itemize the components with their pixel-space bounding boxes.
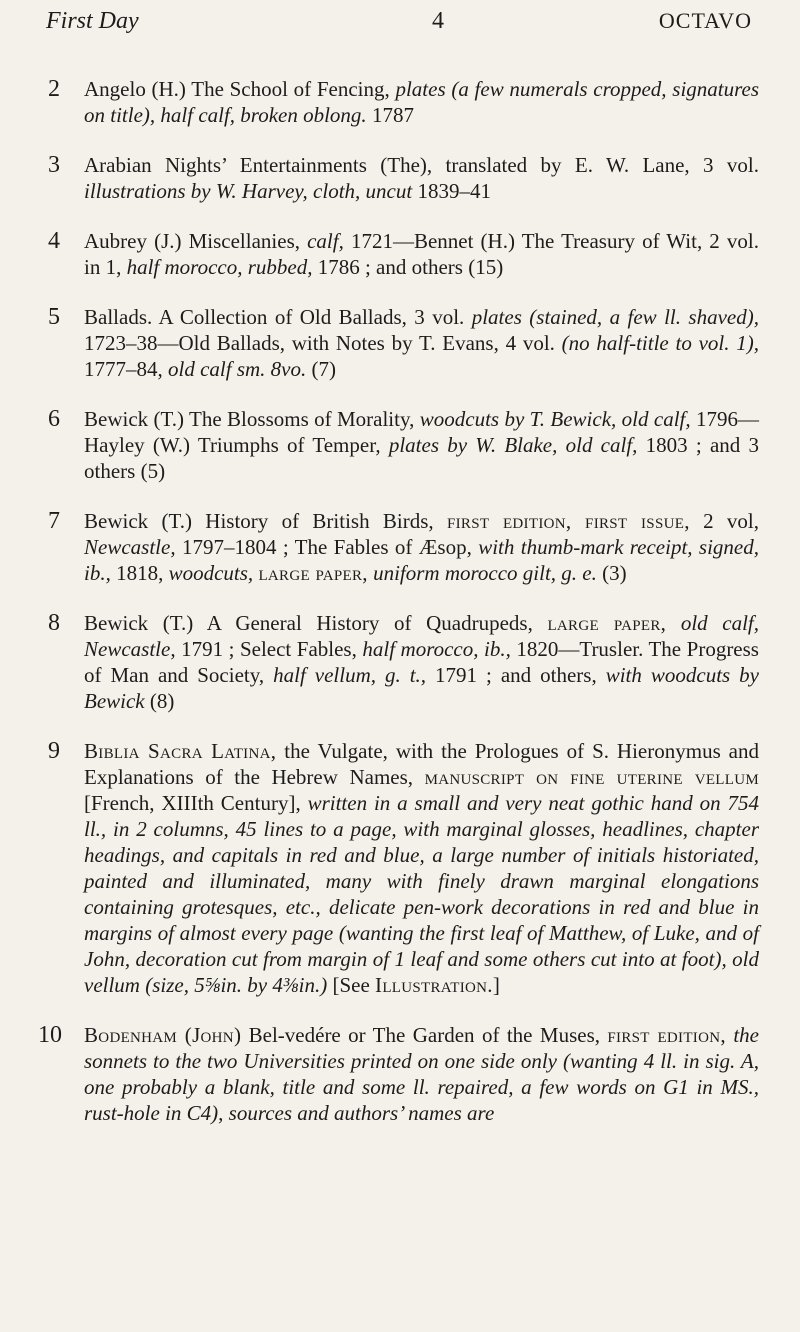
- lot-text-segment: half vellum, g. t.,: [273, 663, 427, 687]
- lot-entry: [0, 304, 800, 382]
- lot-entry: [0, 406, 800, 484]
- lot-text-segment: plates by W. Blake, old calf,: [388, 433, 638, 457]
- lot-text-segment: with woodcuts by Bewick: [84, 663, 759, 713]
- lot-number: 5: [48, 304, 60, 330]
- lot-text-segment: Bewick (T.) A General History of Quadrupeds,: [84, 611, 548, 635]
- header-page-number: 4: [432, 8, 444, 34]
- lot-text-segment: [666, 611, 681, 635]
- lot-text-segment: uniform morocco gilt, g. e.: [373, 561, 597, 585]
- lot-description: [84, 610, 759, 714]
- lot-text-segment: calf,: [307, 229, 344, 253]
- lot-text-segment: 1777–84,: [84, 357, 168, 381]
- lot-text-segment: (3): [596, 561, 627, 585]
- lot-text-segment: Bodenham (John): [84, 1023, 242, 1047]
- lot-text-segment: 1791 ; and others,: [426, 663, 606, 687]
- lot-text-segment: first edition, first issue,: [447, 509, 690, 533]
- lot-text-segment: 1786 ; and others (15): [312, 255, 504, 279]
- lot-number: 10: [38, 1022, 62, 1048]
- lot-description: [84, 76, 759, 128]
- lot-text-segment: old calf, Newcastle,: [84, 611, 759, 661]
- lot-number: 4: [48, 228, 60, 254]
- lot-text-segment: 1803 ; and 3 others (5): [84, 433, 760, 483]
- lot-entry: [0, 1022, 800, 1126]
- lot-text-segment: [See: [327, 973, 376, 997]
- lot-text-segment: 1839–41: [412, 179, 491, 203]
- lot-entry: [0, 610, 800, 714]
- lot-text-segment: Illustration.: [375, 973, 493, 997]
- lot-text-segment: Bel-vedére or The Garden of the Muses,: [241, 1023, 608, 1047]
- lot-text-segment: Bewick (T.) History of British Birds,: [84, 509, 447, 533]
- lot-text-segment: the Vulgate, with the Prologues of S. Hieronymus and Explanations of the Hebrew Names,: [84, 739, 760, 789]
- lot-text-segment: illustrations by W. Harvey, cloth, uncut: [84, 179, 413, 203]
- lot-entry: [0, 508, 800, 586]
- lot-description: [84, 1022, 759, 1126]
- lot-text-segment: woodcuts,: [168, 561, 254, 585]
- lot-text-segment: 1723–38—Old Ballads, with Notes by T. Evans, 4 vol.: [84, 331, 562, 355]
- lot-text-segment: large paper,: [547, 611, 667, 635]
- lot-text-segment: half morocco, ib.,: [362, 637, 511, 661]
- lot-text-segment: half morocco, rubbed,: [126, 255, 313, 279]
- lot-text-segment: [French, XIIIth Century],: [84, 791, 308, 815]
- lot-text-segment: (8): [144, 689, 175, 713]
- lot-text-segment: plates (a few numerals cropped, signatures on title), half calf, broken oblong.: [84, 77, 759, 127]
- lot-text-segment: Aubrey (J.) Miscellanies,: [84, 229, 308, 253]
- lot-number: 8: [48, 610, 60, 636]
- lot-description: [84, 406, 759, 484]
- lot-text-segment: Bewick (T.) The Blossoms of Morality,: [84, 407, 420, 431]
- lot-number: 6: [48, 406, 60, 432]
- lot-text-segment: (7): [306, 357, 336, 381]
- lot-number: 7: [48, 508, 60, 534]
- lot-text-segment: woodcuts by T. Bewick, old calf,: [419, 407, 691, 431]
- lot-text-segment: 1796—Hayley (W.) Triumphs of Temper,: [84, 407, 760, 457]
- lot-text-segment: (no half-title to vol. 1),: [561, 331, 759, 355]
- lot-description: [84, 152, 759, 204]
- lot-text-segment: 1791 ; Select Fables,: [175, 637, 363, 661]
- lot-text-segment: 2 vol,: [689, 509, 759, 533]
- lot-number: 9: [48, 738, 60, 764]
- lot-text-segment: written in a small and very neat gothic hand on 754 ll., in 2 columns, 45 lines to a page, with marginal glosses, headlines, chapter headings, and capitals in red and blue, a large number of initials historiated, painted and illuminated, many with finely drawn marginal elongations containing grotesques, etc., delicate pen-work decorations in red and blue in margins of almost every page (wanting the first leaf of Matthew, of Luke, and of John, decoration cut from margin of 1 leaf and some others cut into at foot), old vellum (size, 5⅝in. by 4⅜in.): [84, 791, 760, 997]
- lot-text-segment: Arabian Nights’ Entertainments (The), translated by E. W. Lane, 3 vol.: [84, 153, 759, 177]
- lot-number: 3: [48, 152, 60, 178]
- lot-text-segment: Biblia Sacra Latina,: [84, 739, 277, 763]
- lot-text-segment: the sonnets to the two Universities printed on one side only (wanting 4 ll. in sig. A, one probably a blank, title and some ll. repaired, a few words on G1 in MS., rust-hole in C4), sources and authors’ names are: [84, 1023, 759, 1125]
- lot-entry: [0, 152, 800, 204]
- lot-description: [84, 508, 759, 586]
- lot-text-segment: 1787: [366, 103, 414, 127]
- lot-text-segment: Newcastle,: [84, 535, 176, 559]
- lot-text-segment: with thumb-mark receipt, signed, ib.,: [84, 535, 759, 585]
- lot-description: [84, 304, 759, 382]
- lot-text-segment: ]: [492, 973, 500, 997]
- lot-entry: [0, 738, 800, 998]
- lot-description: [84, 228, 759, 280]
- lot-text-segment: 1818,: [110, 561, 169, 585]
- header-format: OCTAVO: [658, 8, 752, 33]
- header-day: First Day: [46, 8, 139, 34]
- lot-text-segment: large paper,: [258, 561, 368, 585]
- lot-text-segment: 1797–1804 ; The Fables of Æsop,: [175, 535, 479, 559]
- lot-text-segment: Ballads. A Collection of Old Ballads, 3 vol.: [84, 305, 472, 329]
- lot-entries: [0, 76, 800, 1150]
- lot-number: 2: [48, 76, 60, 102]
- lot-text-segment: old calf sm. 8vo.: [168, 357, 307, 381]
- lot-description: [84, 738, 759, 998]
- running-header: [46, 4, 752, 38]
- lot-text-segment: Angelo (H.) The School of Fencing,: [84, 77, 396, 101]
- lot-text-segment: manuscript on fine uterine vellum: [424, 765, 759, 789]
- lot-text-segment: first edition,: [607, 1023, 726, 1047]
- lot-entry: [0, 76, 800, 128]
- lot-text-segment: plates (stained, a few ll. shaved),: [471, 305, 759, 329]
- lot-text-segment: 1820—Trusler. The Progress of Man and Society,: [84, 637, 759, 687]
- lot-entry: [0, 228, 800, 280]
- lot-text-segment: 1721—Bennet (H.) The Treasury of Wit, 2 vol. in 1,: [84, 229, 759, 279]
